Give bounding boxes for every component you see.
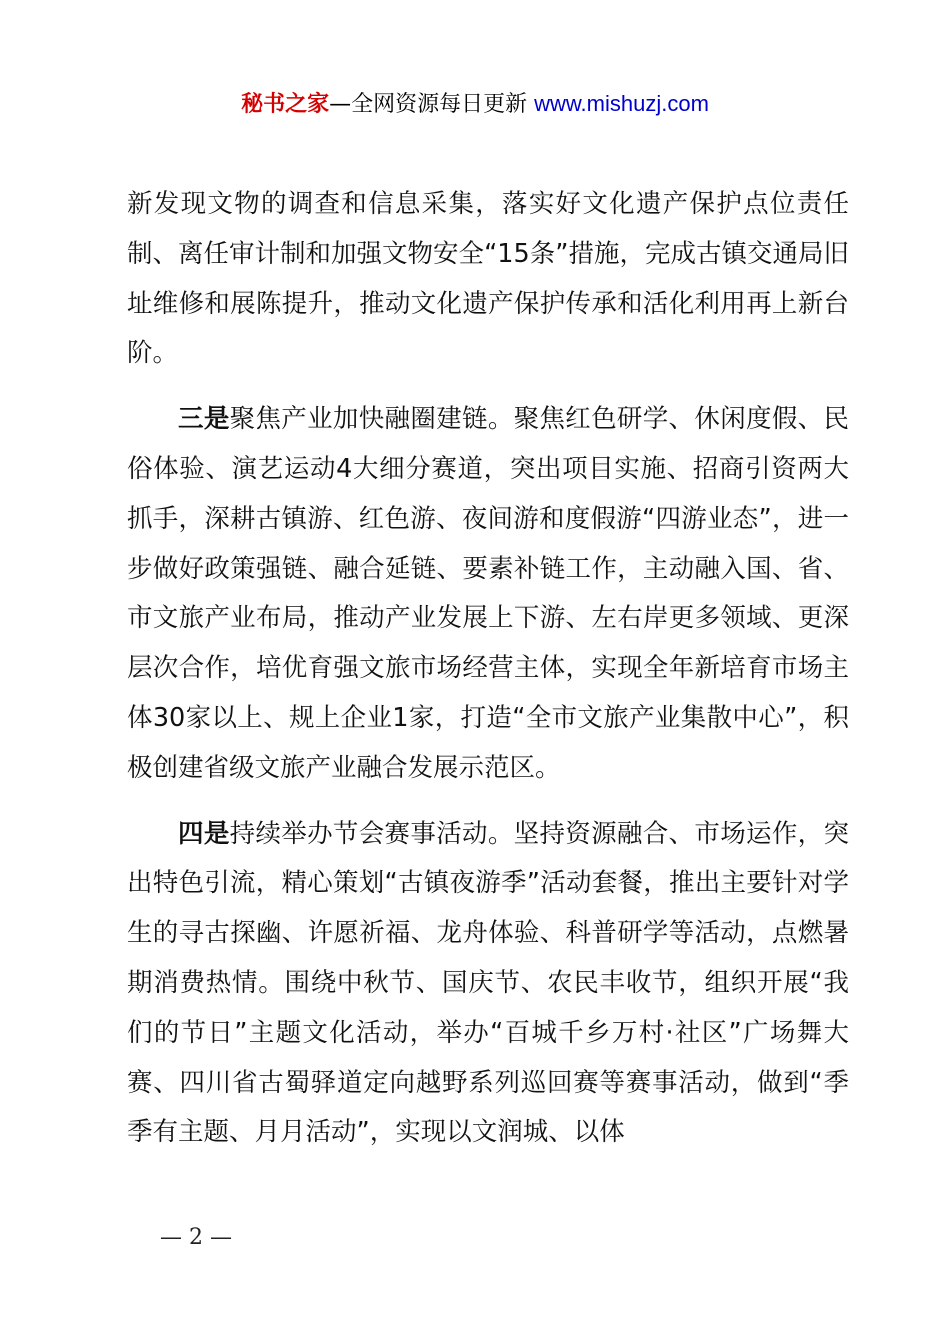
paragraph-text: 聚焦产业加快融圈建链。聚焦红色研学、休闲度假、民俗体验、演艺运动4大细分赛道，突出项目实施、招商引资两大抓手，深耕古镇游、红色游、夜间游和度假游“四游业态”，进一步做好政策强链、融合延链、要素补链工作，主动融入国、省、市文旅产业布局，推动产业发展上下游、左右岸更多领域、更深层次合作，培优育强文旅市场经营主体，实现全年新培育市场主体30家以上、规上企业1家，打造“全市文旅产业集散中心”，积极创建省级文旅产业融合发展示范区。 — [127, 404, 849, 783]
document-body — [127, 180, 849, 1174]
page-number: — 2 — — [160, 1225, 232, 1250]
site-url-link[interactable]: www.mishuzj.com — [534, 91, 709, 116]
paragraph-lead: 四是 — [178, 818, 230, 849]
paragraph — [127, 395, 849, 793]
paragraph-text: 持续举办节会赛事活动。坚持资源融合、市场运作，突出特色引流，精心策划“古镇夜游季”活动套餐，推出主要针对学生的寻古探幽、许愿祈福、龙舟体验、科普研学等活动，点燃暑期消费热情。围绕中秋节、国庆节、农民丰收节，组织开展“我们的节日”主题文化活动，举办“百城千乡万村·社区”广场舞大赛、四川省古蜀驿道定向越野系列巡回赛等赛事活动，做到“季季有主题、月月活动”，实现以文润城、以体 — [127, 818, 849, 1148]
paragraph-lead: 三是 — [178, 404, 230, 435]
header-tagline: —全网资源每日更新 — [329, 92, 528, 117]
paragraph — [127, 810, 849, 1159]
paragraph: 新发现文物的调查和信息采集，落实好文化遗产保护点位责任制、离任审计制和加强文物安全“15条”措施，完成古镇交通局旧址维修和展陈提升，推动文化遗产保护传承和活化利用再上新台阶。 — [127, 189, 849, 369]
site-header — [0, 86, 950, 123]
brand-name: 秘书之家 — [241, 92, 330, 117]
